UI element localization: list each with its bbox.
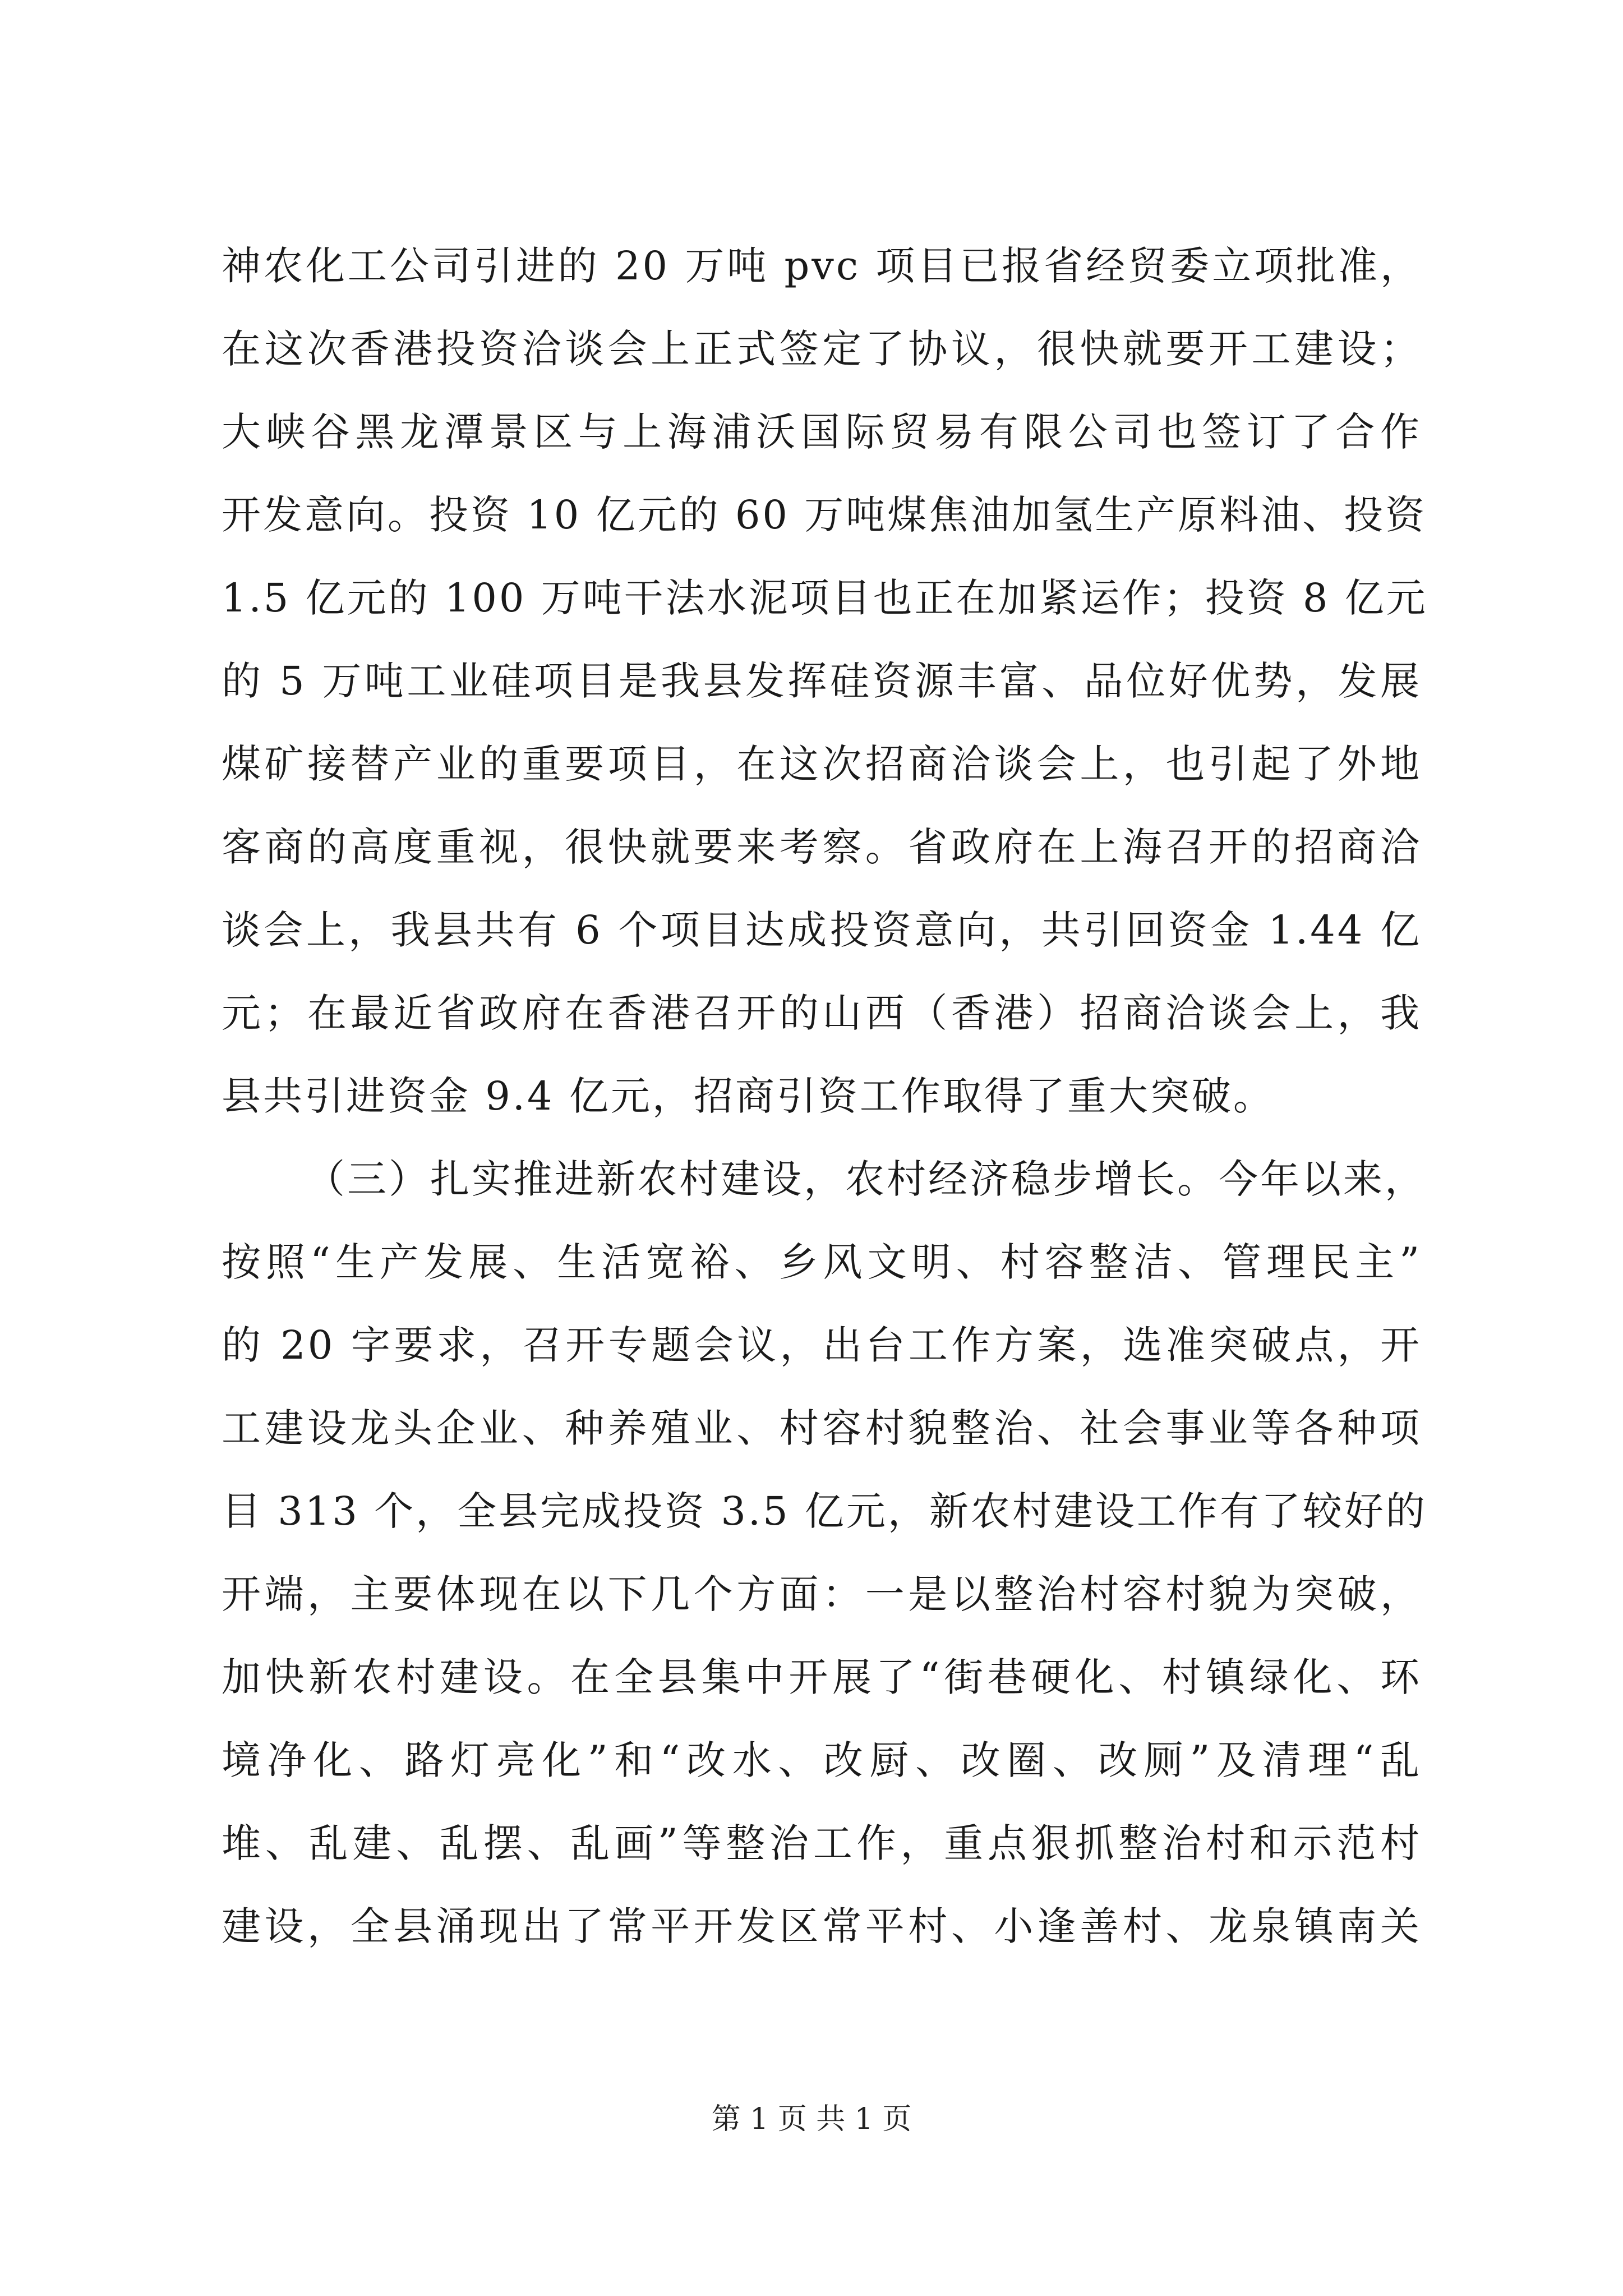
text-line: 神农化工公司引进的 20 万吨 pvc 项目已报省经贸委立项批准， — [222, 243, 1422, 289]
paragraph-end-line: 县共引进资金 9.4 亿元，招商引资工作取得了重大突破。 — [222, 1073, 1275, 1119]
text-line: 元；在最近省政府在香港召开的山西（香港）招商洽谈会上，我 — [222, 990, 1422, 1036]
text-line: 目 313 个，全县完成投资 3.5 亿元，新农村建设工作有了较好的 — [222, 1488, 1427, 1534]
text-line: 在这次香港投资洽谈会上正式签定了协议，很快就要开工建设； — [222, 326, 1422, 372]
document-body — [222, 224, 1428, 1968]
text-line: 大峡谷黑龙潭景区与上海浦沃国际贸易有限公司也签订了合作 — [222, 409, 1422, 455]
text-line: 按照“生产发展、生活宽裕、乡风文明、村容整洁、管理民主” — [222, 1239, 1422, 1285]
text-line: 工建设龙头企业、种养殖业、村容村貌整治、社会事业等各种项 — [222, 1405, 1422, 1451]
text-line: 的 5 万吨工业硅项目是我县发挥硅资源丰富、品位好优势，发展 — [222, 658, 1422, 704]
text-line: 开端，主要体现在以下几个方面：一是以整治村容村貌为突破， — [222, 1571, 1422, 1617]
text-line: 煤矿接替产业的重要项目，在这次招商洽谈会上，也引起了外地 — [222, 741, 1422, 787]
page-footer: 第 1 页 共 1 页 — [711, 2102, 912, 2136]
text-line: 加快新农村建设。在全县集中开展了“街巷硬化、村镇绿化、环 — [222, 1654, 1422, 1700]
text-line: 1.5 亿元的 100 万吨干法水泥项目也正在加紧运作；投资 8 亿元 — [222, 575, 1428, 621]
section-heading-line: （三）扎实推进新农村建设，农村经济稳步增长。今年以来， — [306, 1156, 1426, 1202]
text-line: 堆、乱建、乱摆、乱画”等整治工作，重点狠抓整治村和示范村 — [222, 1820, 1422, 1866]
text-line: 谈会上，我县共有 6 个项目达成投资意向，共引回资金 1.44 亿 — [222, 907, 1422, 953]
text-line: 建设，全县涌现出了常平开发区常平村、小逢善村、龙泉镇南关 — [222, 1903, 1422, 1949]
text-line: 客商的高度重视，很快就要来考察。省政府在上海召开的招商洽 — [222, 824, 1422, 870]
text-line: 开发意向。投资 10 亿元的 60 万吨煤焦油加氢生产原料油、投资 — [222, 492, 1427, 538]
text-line: 境净化、路灯亮化”和“改水、改厨、改圈、改厕”及清理“乱 — [222, 1737, 1422, 1783]
text-line: 的 20 字要求，召开专题会议，出台工作方案，选准突破点，开 — [222, 1322, 1422, 1368]
